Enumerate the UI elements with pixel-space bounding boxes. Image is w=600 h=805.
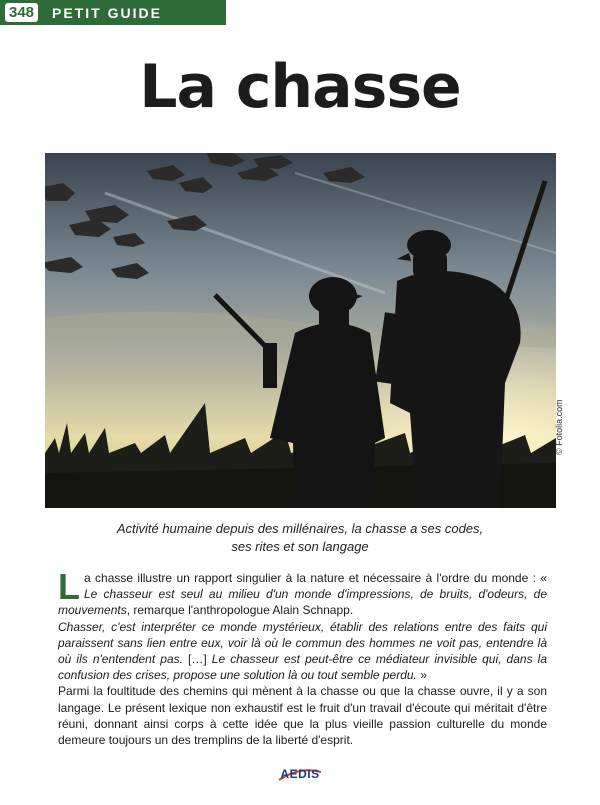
cover-photo	[45, 153, 556, 508]
quote-part-a: Chasser, c'est interpréter ce monde mystérieux, établir des relations entre des faits qui paraissent sans lien entre eux, voir là où le commun des hommes ne voit pas, entendre là où ils n'entendent pas.	[58, 619, 547, 667]
hunters-silhouette-image	[45, 153, 556, 508]
quote-part-b: Le chasseur est peut-être ce médiateur invisible qui, dans la confusion des crises, propose une solution là ou tout semble perdu.	[58, 652, 547, 683]
intro-text: a chasse illustre un rapport singulier à la nature et nécessaire à l'ordre du monde : «	[84, 571, 547, 585]
caption-line-1: Activité humaine depuis des millénaires, la chasse a ses codes,	[116, 521, 484, 536]
caption-line-2: ses rites et son langage	[231, 539, 369, 554]
series-band	[0, 0, 226, 25]
drop-cap: L	[58, 566, 80, 607]
quote-ellipsis: […]	[182, 652, 212, 667]
series-name: PETIT GUIDE	[52, 4, 162, 21]
publisher-logo-text: AEDIS	[280, 767, 320, 781]
photo-credit: © Fotolia.com	[554, 399, 564, 455]
quote-paragraph	[58, 619, 547, 684]
quote-close: »	[416, 668, 427, 683]
series-number: 348	[5, 3, 38, 22]
body-text	[58, 566, 547, 748]
publisher-logo	[277, 764, 323, 784]
page-title: La chasse	[139, 52, 461, 122]
intro-quote: Le chasseur est seul au milieu d'un monde d'impressions, de bruits, d'odeurs, de mouvements	[58, 587, 547, 618]
intro-paragraph	[58, 566, 547, 619]
photo-caption	[90, 520, 510, 556]
closing-paragraph: Parmi la foultitude des chemins qui mènent à la chasse ou que la chasse ouvre, il y a son langage. Le présent lexique non exhaustif est le fruit d'un travail d'écoute qui méritait d'être réuni, donnant ainsi corps à cette idée que la plus vieille passion culturelle du monde demeure toujours un des tremplins de la liberté d'esprit.	[58, 684, 547, 748]
intro-tail: , remarque l'anthropologue Alain Schnapp.	[126, 603, 354, 618]
